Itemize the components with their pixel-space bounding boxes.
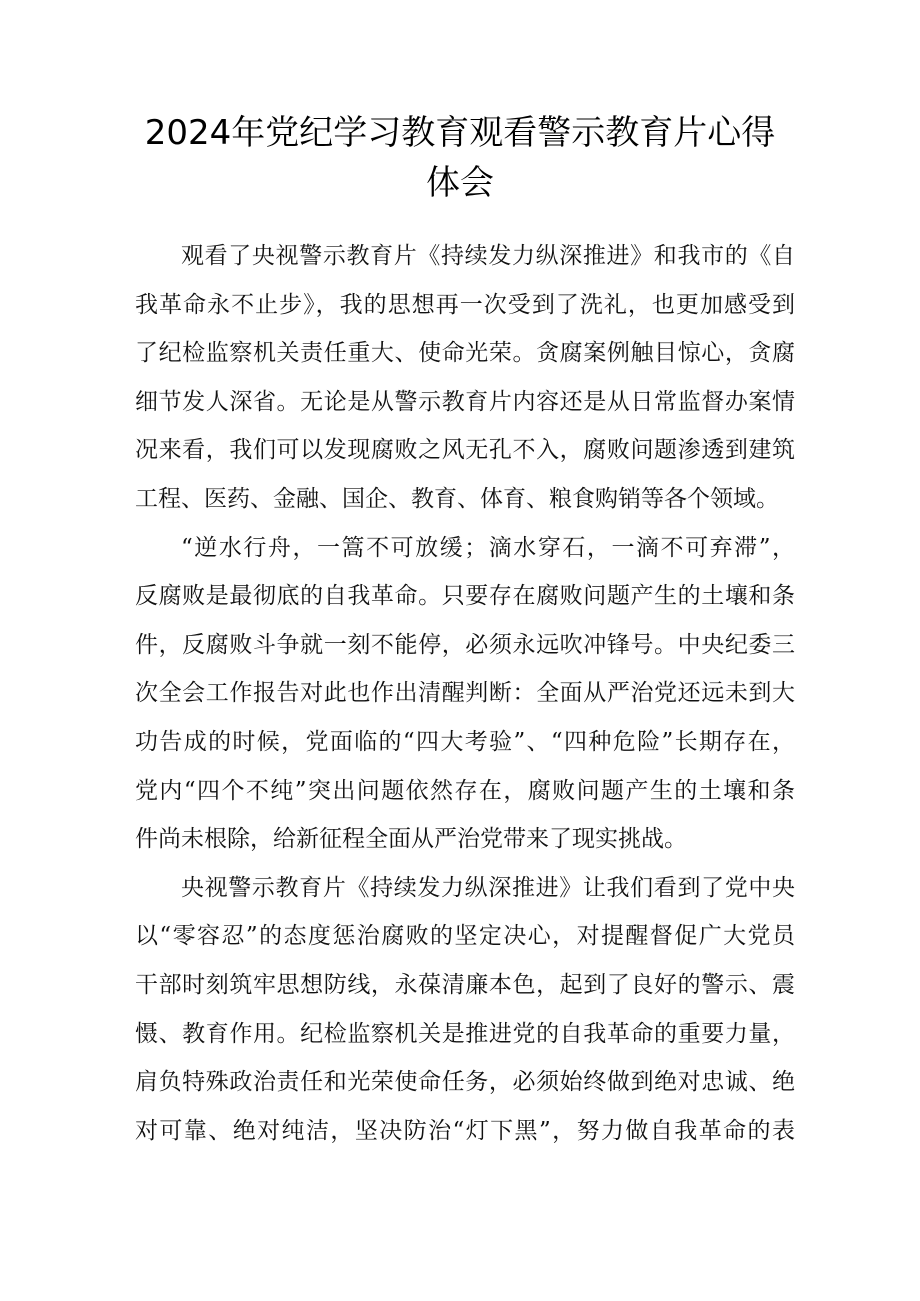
document-body [135,232,795,1155]
text-line: 我革命永不止步》，我的思想再一次受到了洗礼，也更加感受到 [135,291,795,318]
text-line: 党内“四个不纯”突出问题依然存在，腐败问题产生的土壤和条 [135,777,795,804]
text-line: 了纪检监察机关责任重大、使命光荣。贪腐案例触目惊心，贪腐 [135,340,795,367]
text-line: 件，反腐败斗争就一刻不能停，必须永远吹冲锋号。中央纪委三 [135,631,795,658]
title-line: 体会 [426,163,494,203]
text-line: “逆水行舟，一篙不可放缓；滴水穿石，一滴不可弃滞”， [181,534,795,561]
paragraph-1 [135,232,795,524]
text-line: 肩负特殊政治责任和光荣使命任务，必须始终做到绝对忠诚、绝 [135,1069,795,1096]
text-line: 慑、教育作用。纪检监察机关是推进党的自我革命的重要力量， [135,1020,795,1047]
text-line: 对可靠、绝对纯洁，坚决防治“灯下黑”，努力做自我革命的表 [135,1117,795,1144]
text-line: 况来看，我们可以发现腐败之风无孔不入，腐败问题渗透到建筑 [135,437,795,464]
text-line: 干部时刻筑牢思想防线，永葆清廉本色，起到了良好的警示、震 [135,971,795,998]
text-line: 件尚未根除，给新征程全面从严治党带来了现实挑战。 [135,826,687,853]
text-line: 观看了央视警示教育片《持续发力纵深推进》和我市的《自 [181,243,795,269]
text-line: 细节发人深省。无论是从警示教育片内容还是从日常监督办案情 [135,388,795,415]
text-line: 以“零容忍”的态度惩治腐败的坚定决心，对提醒督促广大党员 [135,923,795,950]
document-title [120,108,800,208]
text-line: 央视警示教育片《持续发力纵深推进》让我们看到了党中央 [181,874,795,901]
text-line: 工程、医药、金融、国企、教育、体育、粮食购销等各个领域。 [135,485,779,512]
text-line: 次全会工作报告对此也作出清醒判断：全面从严治党还远未到大 [135,680,795,707]
paragraph-2 [135,524,795,864]
text-line: 功告成的时候，党面临的“四大考验”、“四种危险”长期存在， [135,728,795,755]
paragraph-3 [135,864,795,1156]
title-line: 2024年党纪学习教育观看警示教育片心得 [144,113,776,153]
text-line: 反腐败是最彻底的自我革命。只要存在腐败问题产生的土壤和条 [135,583,795,610]
